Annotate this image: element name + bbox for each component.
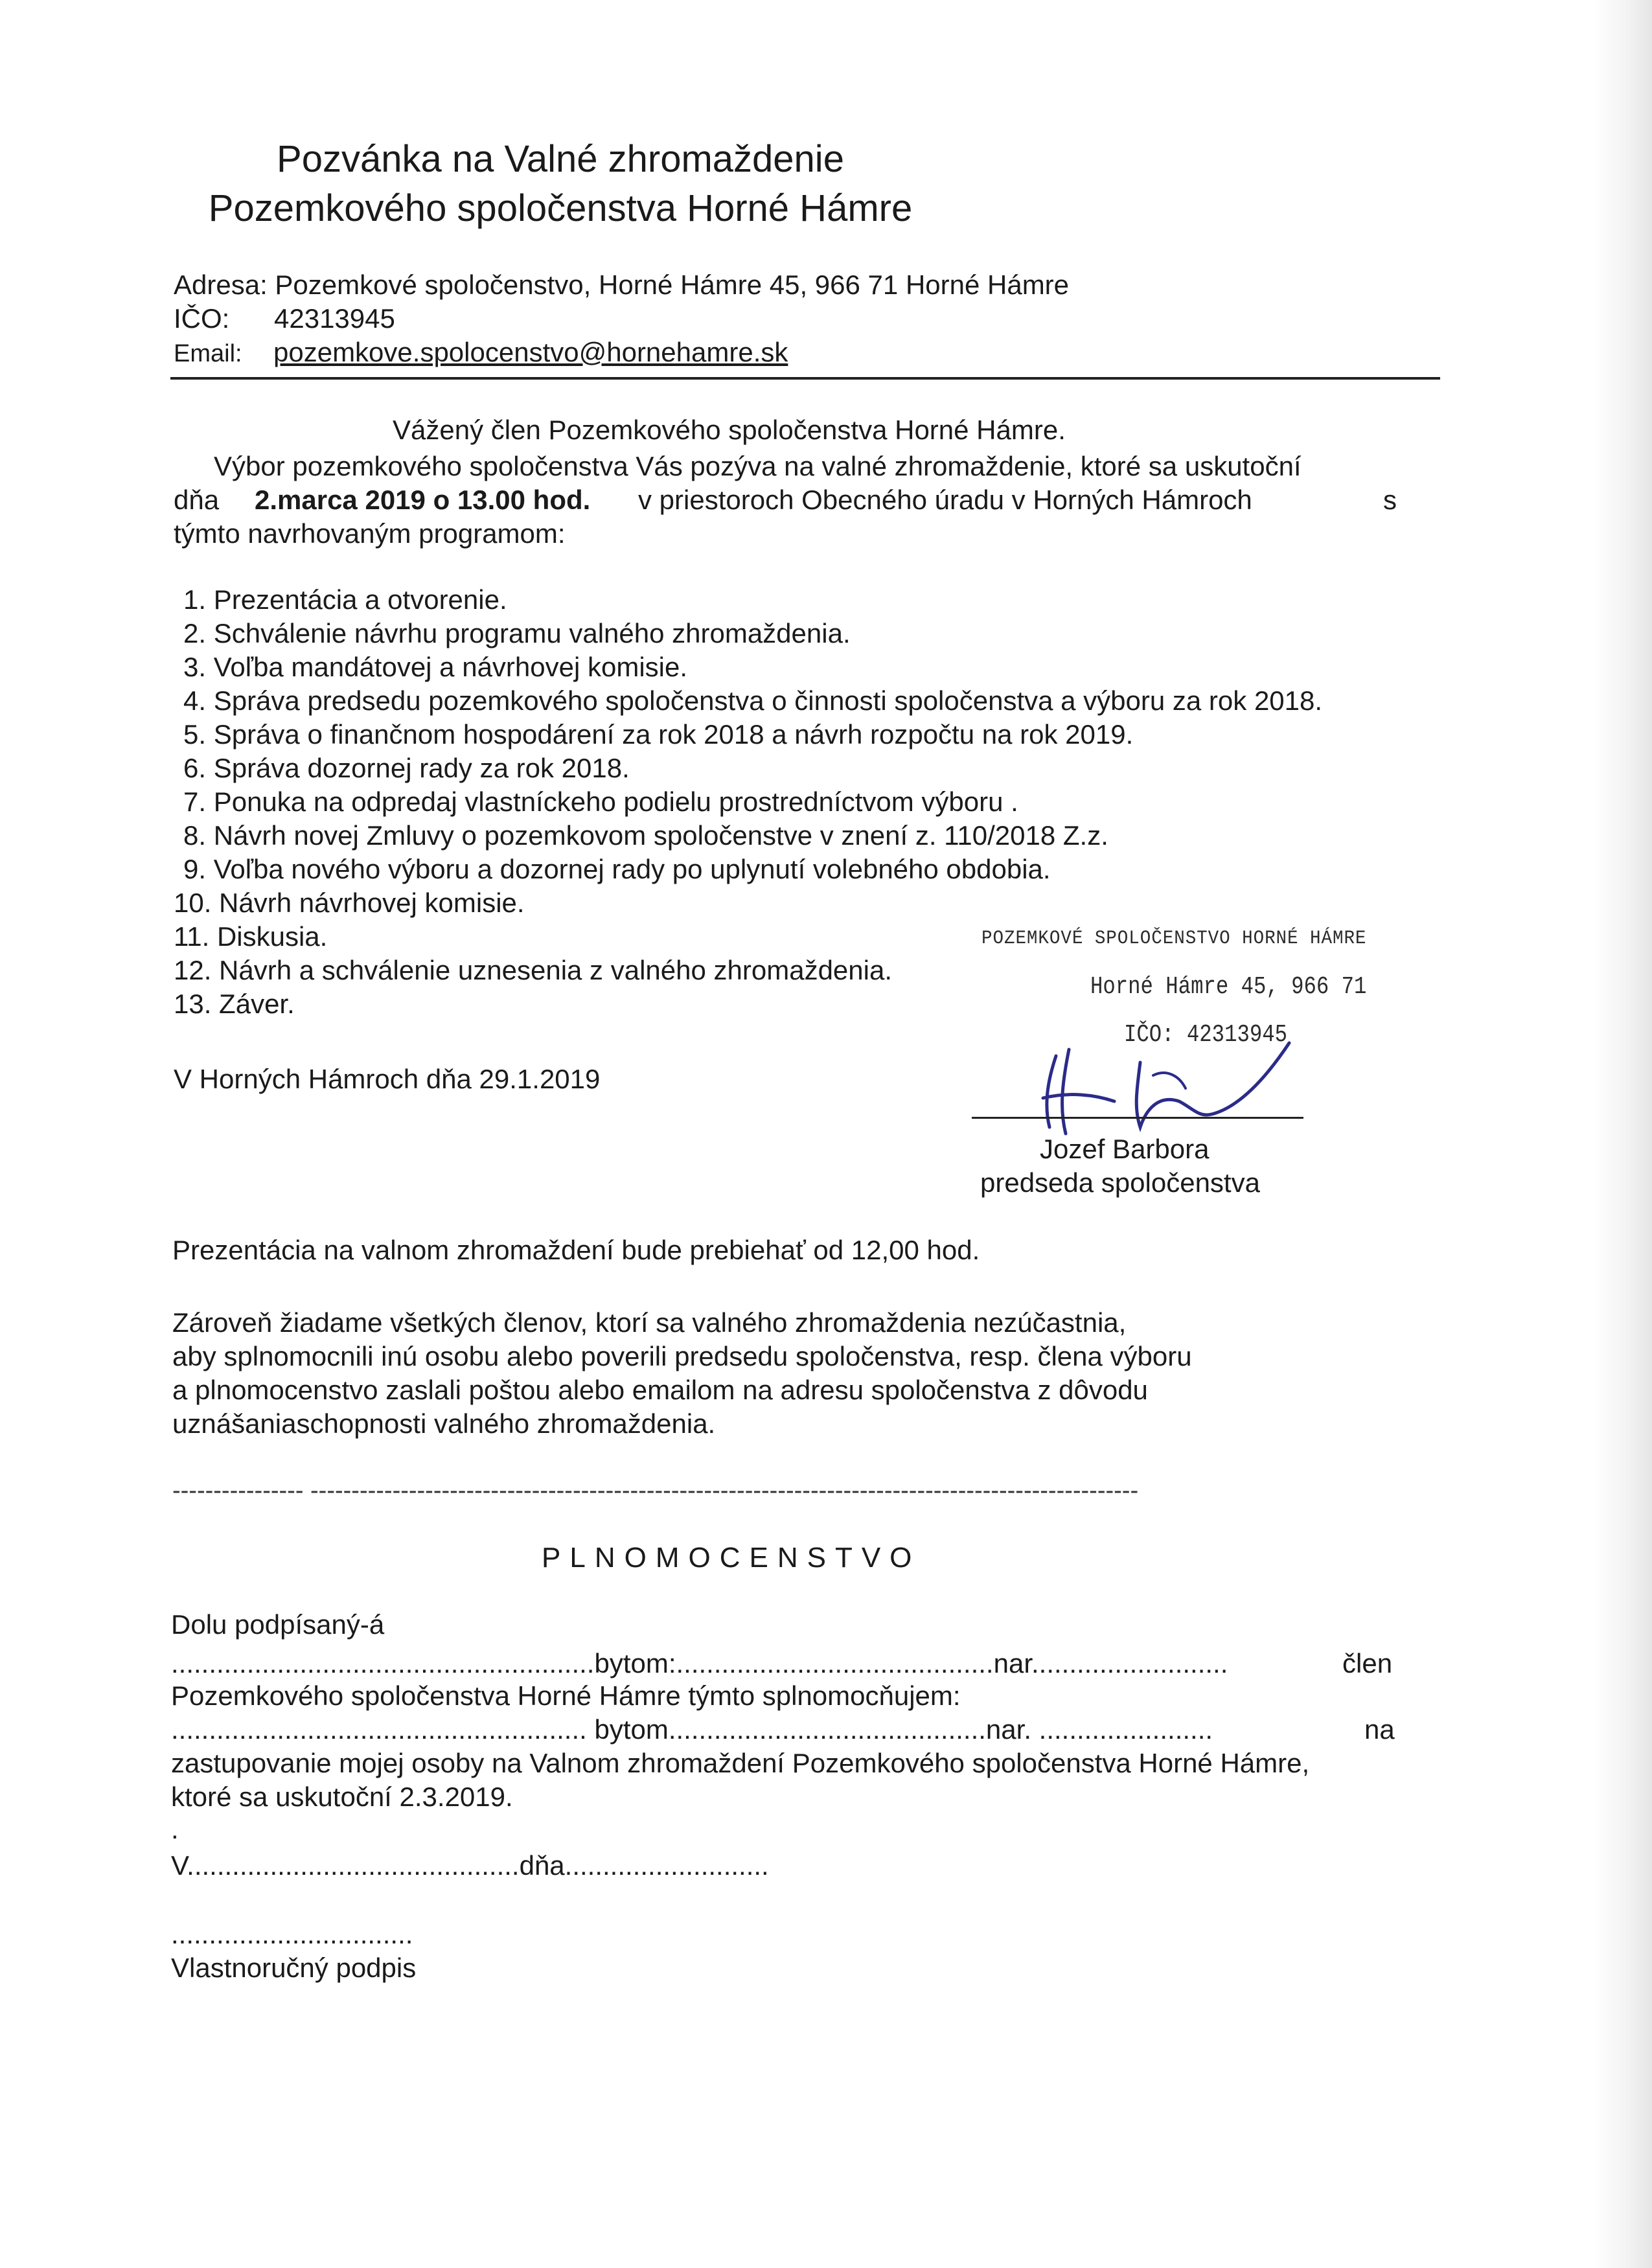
program-item: 3. Voľba mandátovej a návrhovej komisie. bbox=[183, 652, 688, 682]
program-item: 1. Prezentácia a otvorenie. bbox=[183, 584, 507, 615]
document-title-line2: Pozemkového spoločenstva Horné Hámre bbox=[208, 187, 913, 229]
stamp-line2: Horné Hámre 45, 966 71 bbox=[1090, 973, 1367, 1001]
program-item: 10. Návrh návrhovej komisie. bbox=[174, 888, 525, 918]
poa-line1: Dolu podpísaný-á bbox=[171, 1609, 385, 1640]
program-item: 11. Diskusia. bbox=[174, 921, 328, 952]
program-item: 6. Správa dozornej rady za rok 2018. bbox=[183, 753, 630, 783]
program-item: 7. Ponuka na odpredaj vlastníckeho podielu prostredníctvom výboru . bbox=[183, 786, 1018, 817]
program-item: 9. Voľba nového výboru a dozornej rady po uplynutí volebného obdobia. bbox=[183, 854, 1051, 884]
presentation-note: Prezentácia na valnom zhromaždení bude prebiehať od 12,00 hod. bbox=[172, 1235, 980, 1265]
request-line3: a plnomocenstvo zaslali poštou alebo emailom na adresu spoločenstva z dôvodu bbox=[172, 1375, 1148, 1405]
invitation-line3: týmto navrhovaným programom: bbox=[174, 518, 566, 549]
poa-line4: ....................................................... bytom..........................................nar. ....................... bbox=[171, 1714, 1213, 1745]
poa-line3: Pozemkového spoločenstva Horné Hámre týmto splnomocňujem: bbox=[171, 1680, 961, 1711]
program-item: 8. Návrh novej Zmluvy o pozemkovom spoločenstve v znení z. 110/2018 Z.z. bbox=[183, 820, 1108, 851]
stamp-line1: POZEMKOVÉ SPOLOČENSTVO HORNÉ HÁMRE bbox=[981, 928, 1367, 950]
program-item: 12. Návrh a schválenie uznesenia z valného zhromaždenia. bbox=[174, 955, 893, 985]
poa-line6: ktoré sa uskutoční 2.3.2019. bbox=[171, 1781, 513, 1812]
document-title-line1: Pozvánka na Valné zhromaždenie bbox=[277, 138, 844, 180]
greeting: Vážený člen Pozemkového spoločenstva Horné Hámre. bbox=[393, 415, 1066, 445]
program-item: 4. Správa predsedu pozemkového spoločenstva o činnosti spoločenstva a výboru za rok 2018. bbox=[183, 685, 1323, 716]
cut-separator: ---------------- ----------------------------------------------------------------------------------------------------- bbox=[172, 1477, 1139, 1504]
signature-line bbox=[972, 1117, 1303, 1119]
poa-signature-label: Vlastnoručný podpis bbox=[171, 1953, 417, 1983]
ico-label: IČO: bbox=[174, 303, 230, 334]
program-item: 2. Schválenie návrhu programu valného zhromaždenia. bbox=[183, 618, 851, 648]
poa-line7: . bbox=[171, 1814, 179, 1844]
request-line2: aby splnomocnili inú osobu alebo poverili predsedu spoločenstva, resp. člena výboru bbox=[172, 1341, 1192, 1371]
power-of-attorney-title: PLNOMOCENSTVO bbox=[542, 1542, 921, 1574]
invitation-line2-end: s bbox=[1383, 485, 1397, 515]
poa-line2: ........................................................bytom:..........................................nar.......................... bbox=[171, 1648, 1228, 1678]
poa-line4-end: na bbox=[1364, 1714, 1395, 1745]
signatory-name: Jozef Barbora bbox=[1040, 1134, 1210, 1164]
meeting-date-time: 2.marca 2019 o 13.00 hod. bbox=[255, 485, 591, 515]
program-item: 5. Správa o finančnom hospodárení za rok 2018 a návrh rozpočtu na rok 2019. bbox=[183, 719, 1134, 750]
invitation-line1: Výbor pozemkového spoločenstva Vás pozýva na valné zhromaždenie, ktoré sa uskutoční bbox=[214, 451, 1302, 481]
signatory-role: predseda spoločenstva bbox=[980, 1167, 1260, 1198]
header-divider bbox=[170, 377, 1440, 380]
place-date: V Horných Hámroch dňa 29.1.2019 bbox=[174, 1064, 601, 1094]
request-line4: uznášaniaschopnosti valného zhromaždenia. bbox=[172, 1408, 716, 1439]
poa-line2-end: člen bbox=[1342, 1648, 1393, 1678]
poa-place-date: V............................................dňa........................... bbox=[171, 1850, 769, 1881]
request-line1: Zároveň žiadame všetkých členov, ktorí sa valného zhromaždenia nezúčastnia, bbox=[172, 1307, 1127, 1338]
email-link[interactable]: pozemkove.spolocenstvo@hornehamre.sk bbox=[273, 337, 788, 367]
page-edge-shadow bbox=[1594, 0, 1652, 2268]
poa-signature-dots: ................................ bbox=[171, 1919, 413, 1949]
email-label: Email: bbox=[174, 340, 242, 367]
invitation-line2-prefix: dňa bbox=[174, 485, 220, 515]
program-item: 13. Záver. bbox=[174, 989, 295, 1019]
address-line: Adresa: Pozemkové spoločenstvo, Horné Hámre 45, 966 71 Horné Hámre bbox=[174, 269, 1070, 300]
invitation-line2-suffix: v priestoroch Obecného úradu v Horných Hámroch bbox=[638, 485, 1252, 515]
handwritten-signature bbox=[1030, 1037, 1302, 1147]
stamp-line3: IČO: 42313945 bbox=[1124, 1021, 1287, 1049]
poa-line5: zastupovanie mojej osoby na Valnom zhromaždení Pozemkového spoločenstva Horné Hámre, bbox=[171, 1748, 1310, 1778]
ico-value: 42313945 bbox=[274, 303, 395, 334]
